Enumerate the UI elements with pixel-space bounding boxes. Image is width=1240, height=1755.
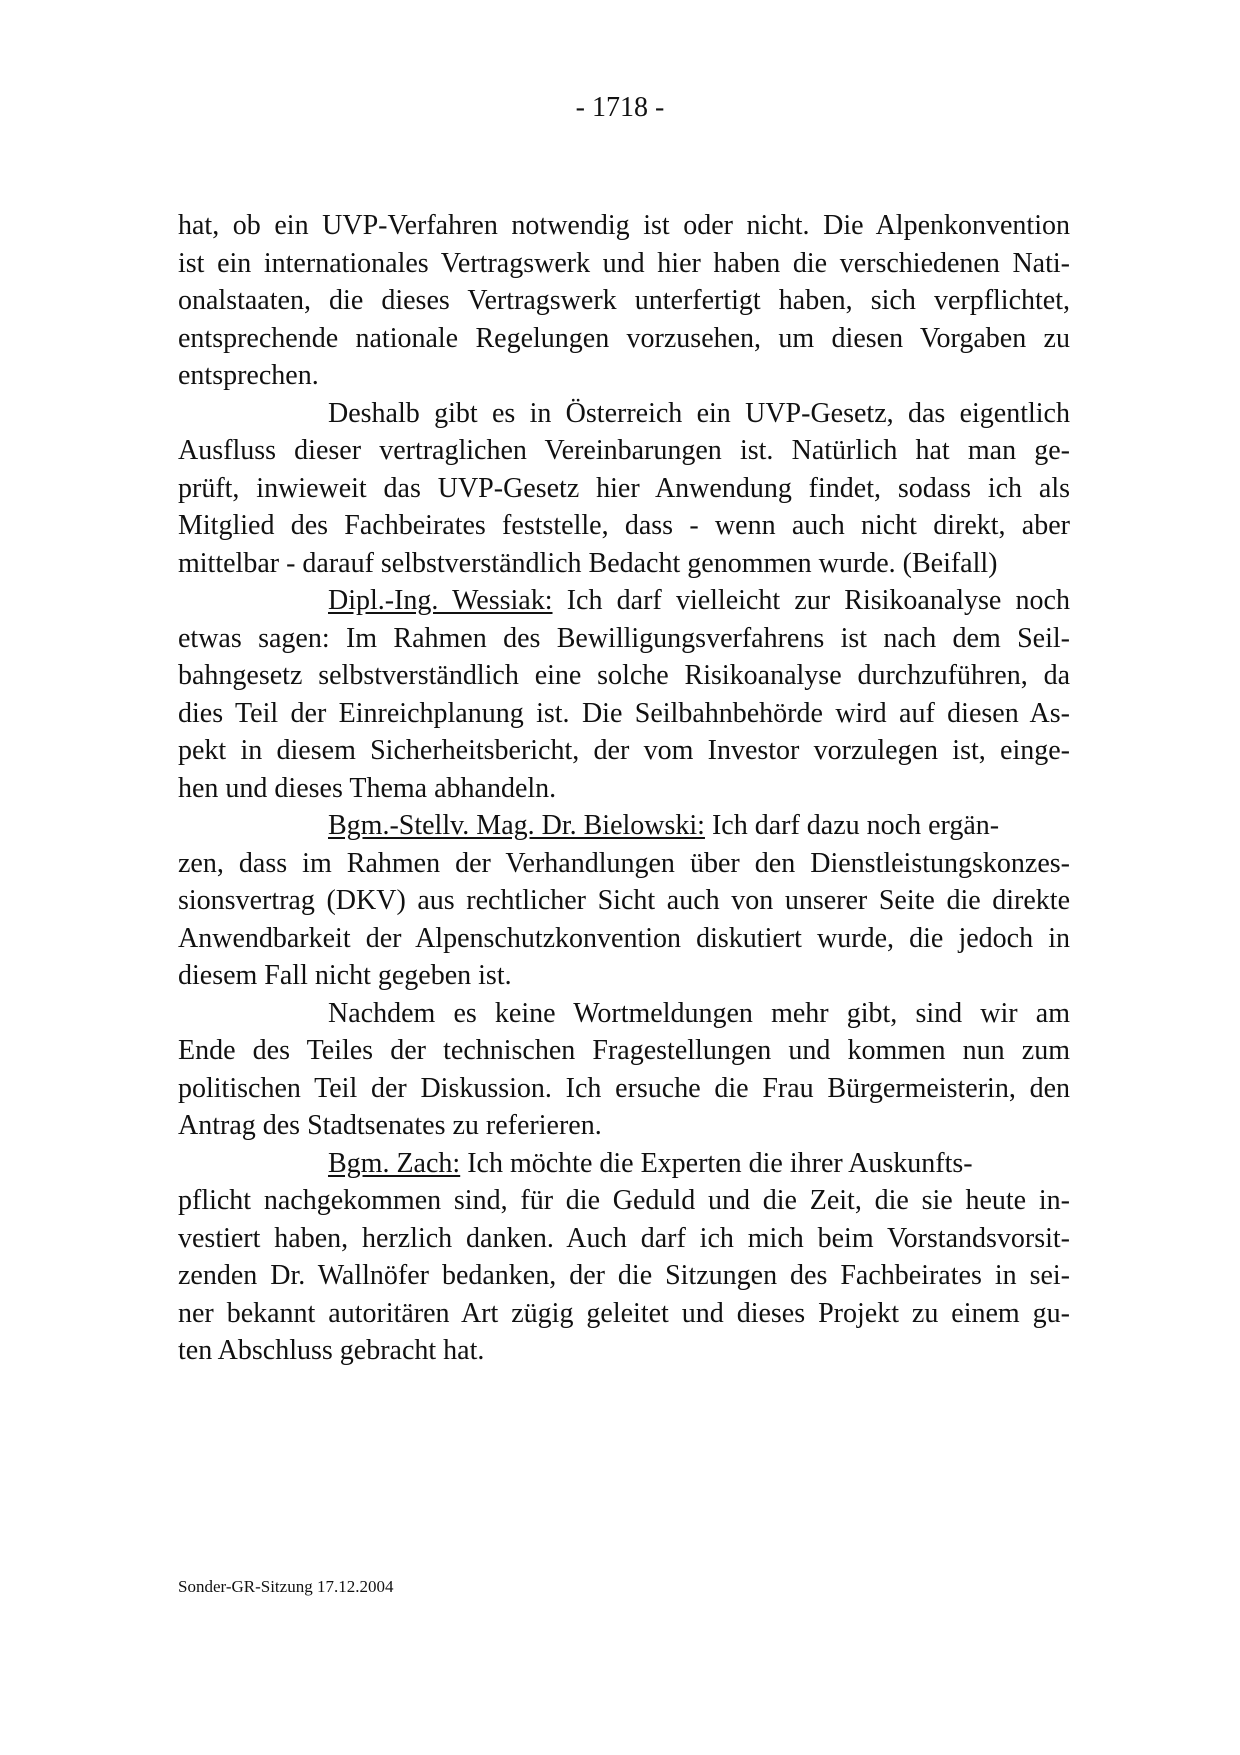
- text-line: mittelbar - darauf selbstverständlich Bedacht genommen wurde. (Beifall): [178, 547, 998, 579]
- text-line: vestiert haben, herzlich danken. Auch darf ich mich beim Vorstandsvorsit-: [178, 1222, 1070, 1254]
- text-line: Nachdem es keine Wortmeldungen mehr gibt, sind wir am: [328, 997, 1070, 1029]
- text-line: Ausfluss dieser vertraglichen Vereinbarungen ist. Natürlich hat man ge-: [178, 435, 1070, 466]
- speech-text: Ich darf vielleicht zur Risikoanalyse noch: [552, 585, 1070, 616]
- text-line: onalstaaten, die dieses Vertragswerk unterfertigt haben, sich verpflichtet,: [178, 285, 1070, 316]
- text-line: ner bekannt autoritären Art zügig geleitet und dieses Projekt zu einem gu-: [178, 1297, 1070, 1329]
- paragraph: [178, 995, 1070, 1145]
- text-line: entsprechende nationale Regelungen vorzusehen, um diesen Vorgaben zu: [178, 322, 1070, 354]
- speaker-name: Dipl.-Ing. Wessiak:: [328, 585, 553, 616]
- text-line: [178, 807, 1070, 845]
- text-line: [178, 582, 1070, 620]
- text-line: ist ein internationales Vertragswerk und hier haben die verschiedenen Nati-: [178, 247, 1070, 279]
- paragraph: [178, 395, 1070, 583]
- speech-zach: [178, 1145, 1070, 1370]
- text-line: dies Teil der Einreichplanung ist. Die Seilbahnbehörde wird auf diesen As-: [178, 697, 1070, 729]
- speech-text: Ich darf dazu noch ergän-: [704, 810, 1000, 841]
- text-line: entsprechen.: [178, 360, 319, 391]
- speech-text: Ich möchte die Experten die ihrer Auskunfts-: [460, 1147, 973, 1179]
- text-line: etwas sagen: Im Rahmen des Bewilligungsverfahrens ist nach dem Seil-: [178, 622, 1070, 654]
- text-line: Deshalb gibt es in Österreich ein UVP-Gesetz, das eigentlich: [328, 397, 1070, 429]
- speech-wessiak: [178, 582, 1070, 807]
- text-line: hen und dieses Thema abhandeln.: [178, 772, 557, 804]
- text-line: Ende des Teiles der technischen Fragestellungen und kommen nun zum: [178, 1035, 1070, 1066]
- text-line: prüft, inwieweit das UVP-Gesetz hier Anwendung findet, sodass ich als: [178, 472, 1070, 504]
- speaker-name: Bgm. Zach:: [328, 1147, 461, 1179]
- text-line: zenden Dr. Wallnöfer bedanken, der die Sitzungen des Fachbeirates in sei-: [178, 1260, 1070, 1291]
- text-line: zen, dass im Rahmen der Verhandlungen über den Dienstleistungskonzes-: [178, 847, 1070, 879]
- text-line: [178, 1145, 1070, 1183]
- text-line: bahngesetz selbstverständlich eine solche Risikoanalyse durchzuführen, da: [178, 660, 1070, 691]
- text-line: Anwendbarkeit der Alpenschutzkonvention diskutiert wurde, die jedoch in: [178, 922, 1070, 954]
- page-footer: Sonder-GR-Sitzung 17.12.2004: [178, 1577, 394, 1596]
- text-line: sionsvertrag (DKV) aus rechtlicher Sicht auch von unserer Seite die direkte: [178, 885, 1070, 916]
- text-line: diesem Fall nicht gegeben ist.: [178, 960, 512, 991]
- text-line: Antrag des Stadtsenates zu referieren.: [178, 1110, 602, 1141]
- speech-bielowski: [178, 807, 1070, 995]
- text-line: pekt in diesem Sicherheitsbericht, der vom Investor vorzulegen ist, einge-: [178, 735, 1070, 766]
- document-body: [178, 207, 1070, 1370]
- text-line: Mitglied des Fachbeirates feststelle, dass - wenn auch nicht direkt, aber: [178, 510, 1070, 541]
- text-line: ten Abschluss gebracht hat.: [178, 1335, 485, 1366]
- page-number: - 1718 -: [575, 92, 665, 123]
- text-line: hat, ob ein UVP-Verfahren notwendig ist oder nicht. Die Alpenkonvention: [178, 210, 1070, 241]
- speaker-name: Bgm.-Stellv. Mag. Dr. Bielowski:: [328, 810, 705, 841]
- text-line: pflicht nachgekommen sind, für die Geduld und die Zeit, die sie heute in-: [178, 1185, 1070, 1216]
- paragraph-continuation: [178, 207, 1070, 395]
- text-line: politischen Teil der Diskussion. Ich ersuche die Frau Bürgermeisterin, den: [178, 1072, 1070, 1104]
